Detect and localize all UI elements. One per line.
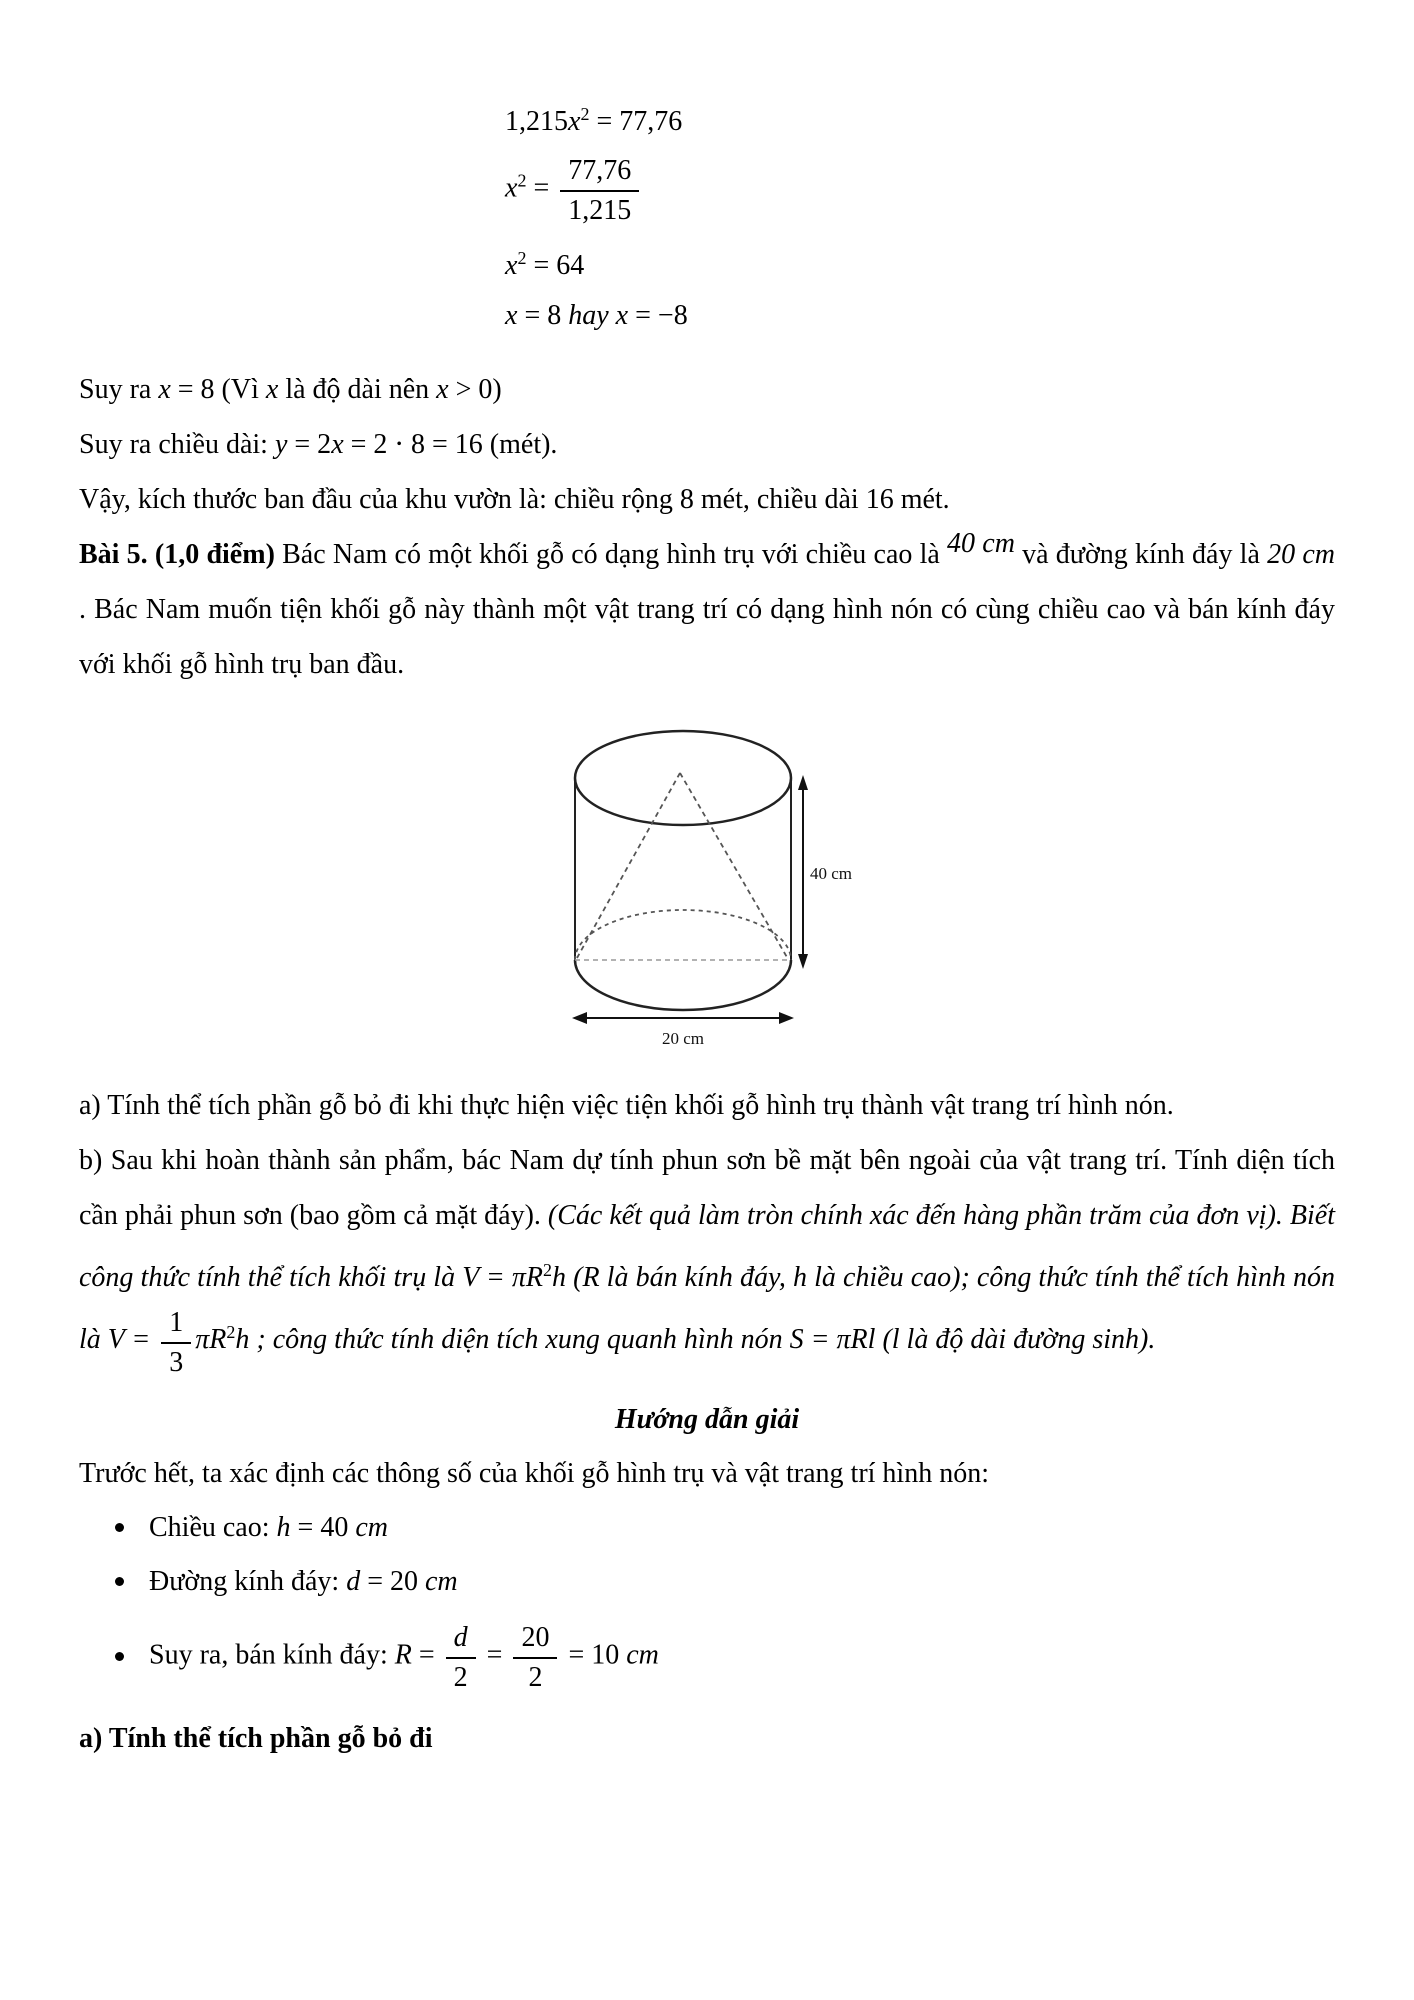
part-b-question — [79, 1133, 1335, 1378]
math-text: = 64 — [526, 250, 585, 281]
fraction-numerator: d — [446, 1621, 476, 1659]
bullet-diameter — [115, 1555, 1335, 1609]
equation-line-4 — [505, 298, 1335, 334]
math-var: x — [265, 374, 279, 405]
math-word: hay — [568, 300, 609, 331]
text-run: b) Sau khi hoàn thành sản phẩm, bác Nam dự tính phun sơn bề mặt bên ngoài của vật trang trí. Tính diện tích cần phải phun sơn (bao gồm cả mặt đáy). — [79, 1145, 1335, 1231]
math-text: = 20 — [360, 1565, 425, 1597]
suyra-length-line — [79, 417, 1335, 472]
fraction — [161, 1306, 191, 1378]
text-run: Suy ra, bán kính đáy: — [149, 1639, 395, 1670]
math-formula: πR — [195, 1324, 227, 1355]
math-text: = 40 — [290, 1511, 356, 1543]
cone-base-back-arc — [575, 910, 791, 960]
fraction-denominator: 3 — [169, 1346, 184, 1378]
fraction — [446, 1621, 476, 1693]
math-text: = — [526, 172, 557, 204]
cylinder-bottom-front-arc — [575, 960, 791, 1010]
fraction-numerator: 77,76 — [560, 154, 639, 192]
fraction-denominator: 1,215 — [568, 195, 632, 226]
math-var: x — [436, 374, 449, 405]
math-text: = 2 ⋅ 8 = 16 — [343, 429, 483, 460]
bullet-content — [149, 1621, 659, 1693]
text-run: Suy ra chiều dài: — [79, 429, 275, 460]
figure-svg — [565, 718, 875, 1048]
math-var: x — [568, 106, 581, 137]
italic-note: (l là độ dài đường sinh). — [875, 1324, 1156, 1355]
math-text: = 2 — [287, 429, 332, 460]
fraction-numerator: 20 — [513, 1621, 557, 1659]
text-run: là độ dài nên — [278, 374, 437, 405]
superscript: 2 — [517, 170, 527, 191]
math-var: x — [505, 250, 518, 281]
cone-right-slant — [680, 773, 788, 959]
math-text: = −8 — [628, 300, 688, 331]
equation-block — [505, 96, 1335, 334]
cone-left-slant — [577, 773, 680, 958]
text-run: (mét). — [482, 429, 558, 460]
diameter-arrowhead-right — [779, 1012, 794, 1024]
math-var: R — [394, 1639, 412, 1670]
math-var: x — [505, 172, 518, 204]
bullet-content — [149, 1512, 388, 1544]
cylinder-top-ellipse — [575, 731, 791, 825]
math-var: x — [505, 300, 518, 331]
cylinder-cone-figure — [565, 718, 875, 1048]
text-run: và đường kính đáy là — [1014, 539, 1268, 570]
height-arrowhead-top — [798, 775, 808, 790]
solution-heading: Hướng dẫn giải — [614, 1403, 800, 1435]
suyra-x-line — [79, 362, 1335, 417]
fraction-denominator: 2 — [453, 1661, 468, 1693]
math-formula: h — [235, 1324, 250, 1355]
math-var: x — [615, 300, 629, 331]
math-formula: V = — [107, 1324, 158, 1355]
math-var: d — [346, 1565, 361, 1597]
diameter-arrowhead-left — [572, 1012, 587, 1024]
bullet-icon — [115, 1577, 124, 1586]
text-run: Bác Nam có một khối gỗ có dạng hình trụ với chiều cao là — [274, 539, 948, 570]
superscript: 2 — [543, 1260, 553, 1280]
diameter-label: 20 cm — [661, 1029, 705, 1048]
math-text: = — [411, 1639, 442, 1670]
italic-note: (Các kết quả làm tròn chính xác đến hàng phần trăm của đơn vị). Biết công thức tính thể tích khối trụ là — [79, 1200, 1336, 1293]
fraction — [560, 154, 639, 226]
text-run: > 0) — [448, 374, 502, 405]
superscript: 2 — [226, 1322, 236, 1342]
height-arrowhead-bottom — [798, 954, 808, 969]
math-formula: S = πRl — [789, 1324, 876, 1355]
math-var: y — [274, 429, 288, 460]
math-var: x — [158, 374, 171, 405]
italic-note: ; công thức tính diện tích xung quanh hình nón — [249, 1324, 790, 1355]
superscript: 2 — [517, 248, 527, 268]
math-text: = 77,76 — [589, 106, 683, 137]
math-text: = — [479, 1639, 510, 1670]
equation-line-1 — [505, 96, 1335, 140]
conclusion-line: Vậy, kích thước ban đầu của khu vườn là: chiều rộng 8 mét, chiều dài 16 mét. — [79, 484, 950, 515]
fraction-denominator: 2 — [528, 1661, 543, 1693]
problem5-statement — [79, 527, 1335, 692]
italic-note: (R là bán kính đáy, h là chiều cao); công thức tính thể tích hình nón là — [79, 1262, 1335, 1355]
text-run: . Bác Nam muốn tiện khối gỗ này thành một vật trang trí có dạng hình nón có cùng chiều cao và bán kính đáy với khối gỗ hình trụ ban đầu. — [79, 594, 1335, 680]
math-var: x — [331, 429, 344, 460]
math-formula: h — [552, 1262, 567, 1293]
superscript: 2 — [580, 104, 590, 124]
math-diameter: 20 cm — [1267, 539, 1335, 570]
math-height: 40 cm — [947, 528, 1015, 559]
space — [609, 300, 616, 331]
equation-line-2 — [505, 154, 1335, 226]
math-unit: cm — [355, 1511, 388, 1543]
bullet-content — [149, 1566, 458, 1598]
math-var: h — [276, 1511, 291, 1543]
text-run: Đường kính đáy: — [149, 1565, 347, 1597]
part-a-question: a) Tính thể tích phần gỗ bỏ đi khi thực hiện việc tiện khối gỗ hình trụ thành vật trang trí hình nón. — [79, 1090, 1174, 1121]
part-a-solution-heading: a) Tính thể tích phần gỗ bỏ đi — [79, 1722, 433, 1754]
math-text: = 8 — [517, 300, 569, 331]
text-run: Suy ra — [79, 374, 159, 405]
math-formula: V = πR — [462, 1262, 544, 1293]
solution-intro: Trước hết, ta xác định các thông số của khối gỗ hình trụ và vật trang trí hình nón: — [79, 1457, 989, 1489]
problem5-label: Bài 5. (1,0 điểm) — [79, 539, 275, 570]
math-coefficient: 1,215 — [505, 106, 568, 137]
bullet-icon — [115, 1652, 124, 1661]
math-unit: cm — [425, 1565, 458, 1597]
math-unit: cm — [626, 1639, 659, 1670]
bullet-icon — [115, 1523, 124, 1532]
text-run: Chiều cao: — [149, 1511, 277, 1543]
fraction — [513, 1621, 557, 1693]
fraction-numerator: 1 — [161, 1306, 191, 1344]
bullet-height — [115, 1501, 1335, 1555]
math-text: = 10 — [561, 1639, 627, 1670]
text-run: = 8 (Vì — [170, 374, 266, 405]
height-label: 40 cm — [810, 864, 853, 883]
equation-line-3 — [505, 240, 1335, 284]
bullet-radius — [115, 1609, 1335, 1705]
